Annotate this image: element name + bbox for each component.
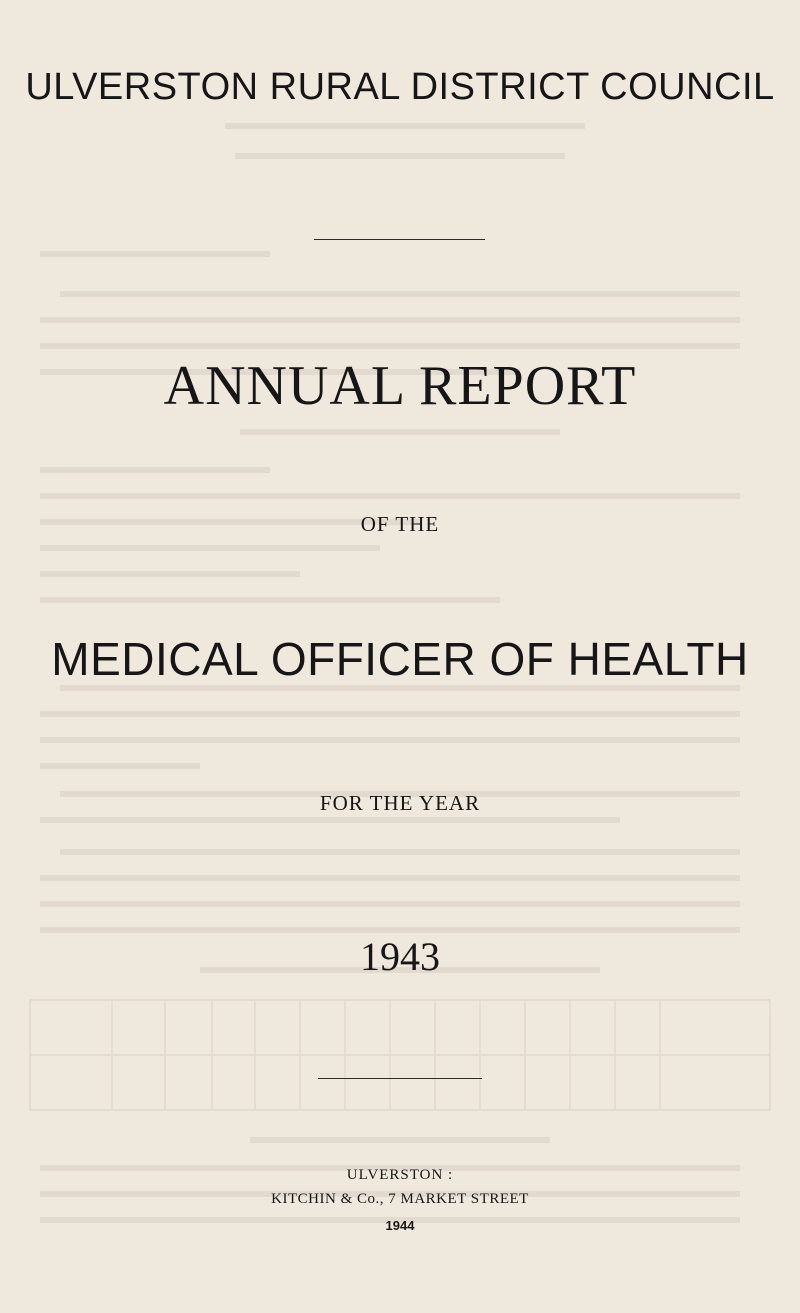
printer-place: ULVERSTON : — [346, 1167, 454, 1183]
council-heading: ULVERSTON RURAL DISTRICT COUNCIL — [25, 66, 775, 108]
printed-year: 1944 — [385, 1218, 415, 1233]
for-the-year-text: FOR THE YEAR — [319, 791, 481, 815]
of-the-text: OF THE — [360, 512, 440, 536]
top-divider — [314, 239, 485, 240]
bottom-divider — [318, 1078, 482, 1079]
printer-name: KITCHIN & Co., 7 MARKET STREET — [271, 1191, 529, 1207]
officer-title: MEDICAL OFFICER OF HEALTH — [51, 633, 749, 685]
report-year: 1943 — [360, 934, 440, 979]
report-title: ANNUAL REPORT — [163, 355, 637, 417]
